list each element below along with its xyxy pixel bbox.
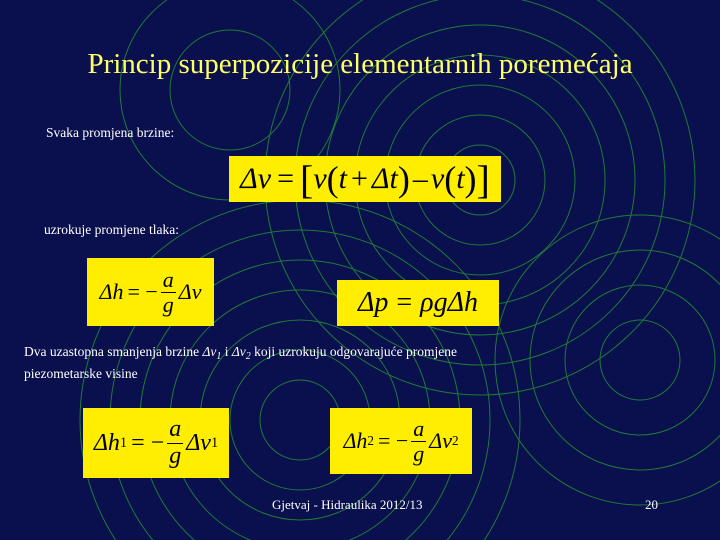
text-two-decreases-dv2-sub: 2 — [245, 351, 251, 362]
formula-delta-h-den: g — [162, 291, 174, 317]
formula-delta-v-lhs: Δv — [240, 162, 272, 195]
formula-delta-v-minus: – — [412, 162, 428, 195]
formula-delta-p-lhs: Δp — [357, 287, 389, 318]
formula-delta-h2-eq: = − — [377, 428, 409, 453]
formula-delta-v-plus: + — [350, 162, 368, 195]
formula-delta-v-v1: v — [313, 162, 327, 195]
formula-delta-p-rhs: ρgΔh — [420, 287, 479, 318]
slide-title: Princip superpozicije elementarnih poremećaja — [87, 48, 633, 80]
formula-delta-v-rbracket: ] — [476, 156, 490, 202]
formula-delta-h1-num: a — [169, 416, 182, 443]
formula-delta-v-v2: v — [430, 162, 445, 195]
page-number: 20 — [645, 497, 658, 512]
formula-delta-h-eq: = − — [127, 279, 158, 304]
formula-delta-h-fraction — [161, 268, 176, 315]
formula-delta-h2-rhs-sub: 2 — [451, 433, 459, 448]
text-two-decreases-dv1-sub: 1 — [216, 351, 222, 362]
formula-delta-v-lparen1: ( — [326, 159, 339, 199]
text-two-decreases-part-b: koji uzrokuju odgovarajuće promjene — [250, 344, 457, 359]
formula-delta-h-num: a — [162, 267, 174, 293]
formula-delta-h2-num: a — [413, 416, 425, 442]
text-two-decreases-part-a: Dva uzastopna smanjenja brzine — [24, 344, 203, 359]
formula-delta-h1-lhs-sub: 1 — [119, 434, 128, 451]
formula-delta-h2-lhs-sub: 2 — [367, 433, 374, 448]
formula-delta-h1 — [83, 408, 229, 478]
formula-delta-h1-rhs: Δv — [186, 429, 211, 456]
formula-delta-v — [229, 156, 501, 202]
formula-delta-h1-den: g — [169, 442, 182, 469]
formula-delta-h1-eq: = − — [131, 429, 165, 456]
formula-delta-h — [87, 258, 214, 326]
formula-delta-p — [337, 280, 499, 326]
formula-delta-h2 — [330, 408, 472, 474]
formula-delta-v-dt: Δt — [371, 162, 398, 195]
formula-delta-h1-rhs-sub: 1 — [210, 434, 219, 451]
formula-delta-h2-lhs: Δh — [343, 428, 368, 453]
formula-delta-h1-lhs: Δh — [93, 429, 120, 456]
formula-delta-v-lbracket: [ — [299, 156, 314, 202]
text-two-decreases — [24, 343, 624, 382]
formula-delta-v-rparen2: ) — [464, 159, 477, 199]
formula-delta-v-lparen2: ( — [444, 159, 457, 199]
formula-delta-h-rhs: Δv — [178, 279, 202, 304]
formula-delta-v-t2: t — [456, 162, 465, 195]
text-two-decreases-dv2: Δv — [231, 344, 246, 359]
formula-delta-v-t1: t — [338, 162, 347, 195]
formula-delta-h-lhs: Δh — [99, 279, 124, 304]
formula-delta-v-rparen1: ) — [397, 159, 410, 199]
formula-delta-p-eq: = — [396, 287, 413, 318]
formula-delta-h1-fraction — [167, 417, 183, 468]
footer-center: Gjetvaj - Hidraulika 2012/13 — [272, 497, 423, 512]
text-velocity-change: Svaka promjena brzine: — [46, 125, 175, 140]
text-two-decreases-and: i — [221, 344, 232, 359]
formula-delta-h2-den: g — [413, 440, 425, 466]
formula-delta-h2-fraction — [411, 417, 426, 464]
formula-delta-h2-rhs: Δv — [429, 428, 452, 453]
text-pressure-change: uzrokuje promjene tlaka: — [44, 222, 179, 237]
text-two-decreases-dv1: Δv — [202, 344, 217, 359]
text-two-decreases-part-c: piezometarske visine — [24, 366, 138, 381]
formula-delta-v-eq: = — [277, 162, 294, 195]
